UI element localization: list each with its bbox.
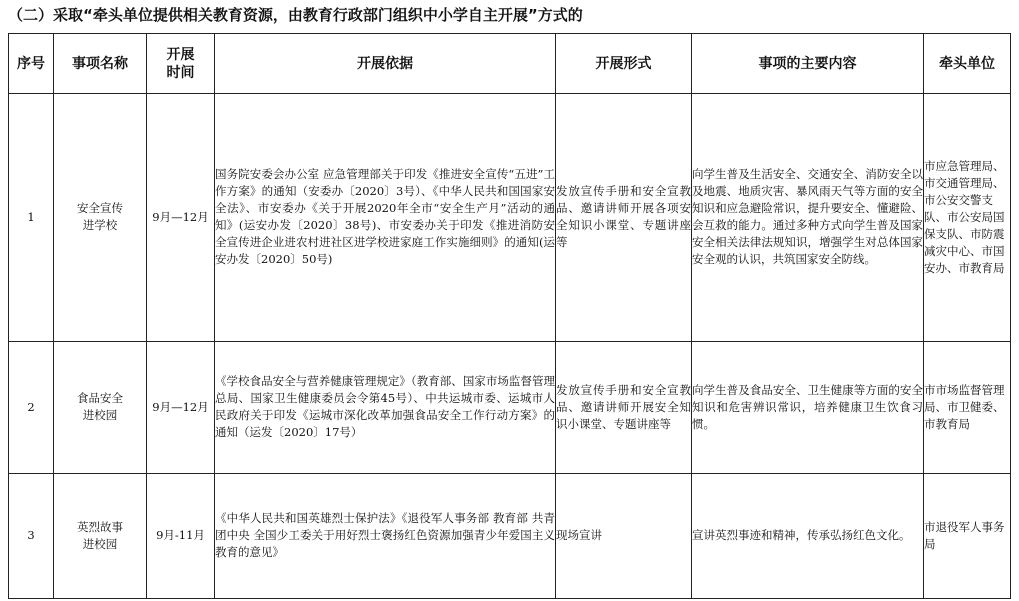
cell-form: 发放宣传手册和安全宣教品、邀请讲师开展各项安全知识小课堂、专题讲座等 <box>556 94 692 341</box>
cell-content: 向学生普及食品安全、卫生健康等方面的安全知识和危害辨识常识，培养健康卫生饮食习惯。 <box>692 341 924 473</box>
cell-name-line2: 进学校 <box>82 218 118 233</box>
col-header-seq: 序号 <box>9 34 54 94</box>
cell-lead: 市应急管理局、市交通管理局、市公安交警支队、市公安局国保支队、市防震减灾中心、市国安办、市教育局 <box>924 94 1011 341</box>
cell-name <box>54 341 147 473</box>
cell-basis: 《中华人民共和国英雄烈士保护法》《退役军人事务部 教育部 共青团中央 全国少工委关于用好烈士褒扬红色资源加强青少年爱国主义教育的意见》 <box>215 473 556 598</box>
cell-form: 现场宣讲 <box>556 473 692 598</box>
col-header-lead: 牵头单位 <box>924 34 1011 94</box>
cell-name <box>54 473 147 598</box>
cell-seq: 3 <box>9 473 54 598</box>
cell-name <box>54 94 147 341</box>
cell-time: 9月—12月 <box>147 94 215 341</box>
col-header-time <box>147 34 215 94</box>
cell-basis: 国务院安委会办公室 应急管理部关于印发《推进安全宣传“五进”工作方案》的通知（安委办〔2020〕3号）、《中华人民共和国国家安全法》、市安委办《关于开展2020年全市“安全生产月”活动的通知》(运安办发〔2020〕38号)、市安委办关于印发《推进消防安全宣传进企业进农村进社区进学校进家庭工作实施细则》的通知(运安办发〔2020〕50号) <box>215 94 556 341</box>
cell-seq: 2 <box>9 341 54 473</box>
cell-content: 向学生普及生活安全、交通安全、消防安全以及地震、地质灾害、暴风雨天气等方面的安全知识和应急避险常识，提升要安全、懂避险、会互救的能力。通过多种方式向学生普及国家安全相关法律法规知识，增强学生对总体国家安全观的认识，共筑国家安全防线。 <box>692 94 924 341</box>
col-header-form: 开展形式 <box>556 34 692 94</box>
table-row <box>9 473 1011 598</box>
table-row <box>9 341 1011 473</box>
col-header-time-line2: 时间 <box>166 64 195 81</box>
cell-seq: 1 <box>9 94 54 341</box>
col-header-basis: 开展依据 <box>215 34 556 94</box>
cell-time: 9月—12月 <box>147 341 215 473</box>
cell-lead: 市退役军人事务局 <box>924 473 1011 598</box>
cell-name-line2: 进校园 <box>82 536 118 551</box>
section-heading: （二）采取“牵头单位提供相关教育资源，由教育行政部门组织中小学自主开展”方式的 <box>8 6 583 24</box>
cell-name-line1: 英烈故事 <box>77 519 123 534</box>
cell-name-line1: 安全宣传 <box>77 201 123 216</box>
cell-lead: 市市场监督管理局、市卫健委、市教育局 <box>924 341 1011 473</box>
cell-basis: 《学校食品安全与营养健康管理规定》（教育部、国家市场监督管理总局、国家卫生健康委员会令第45号）、中共运城市委、运城市人民政府关于印发《运城市深化改革加强食品安全工作行动方案》的通知（运发〔2020〕17号） <box>215 341 556 473</box>
cell-time: 9月-11月 <box>147 473 215 598</box>
col-header-name: 事项名称 <box>54 34 147 94</box>
cell-name-line2: 进校园 <box>82 408 118 423</box>
cell-content: 宣讲英烈事迹和精神，传承弘扬红色文化。 <box>692 473 924 598</box>
activities-table <box>8 33 1011 599</box>
col-header-content: 事项的主要内容 <box>692 34 924 94</box>
header-row <box>9 34 1011 94</box>
col-header-time-line1: 开展 <box>166 46 195 63</box>
table-row <box>9 94 1011 341</box>
cell-name-line1: 食品安全 <box>77 391 123 406</box>
cell-form: 发放宣传手册和安全宣教品、邀请讲师开展安全知识小课堂、专题讲座等 <box>556 341 692 473</box>
